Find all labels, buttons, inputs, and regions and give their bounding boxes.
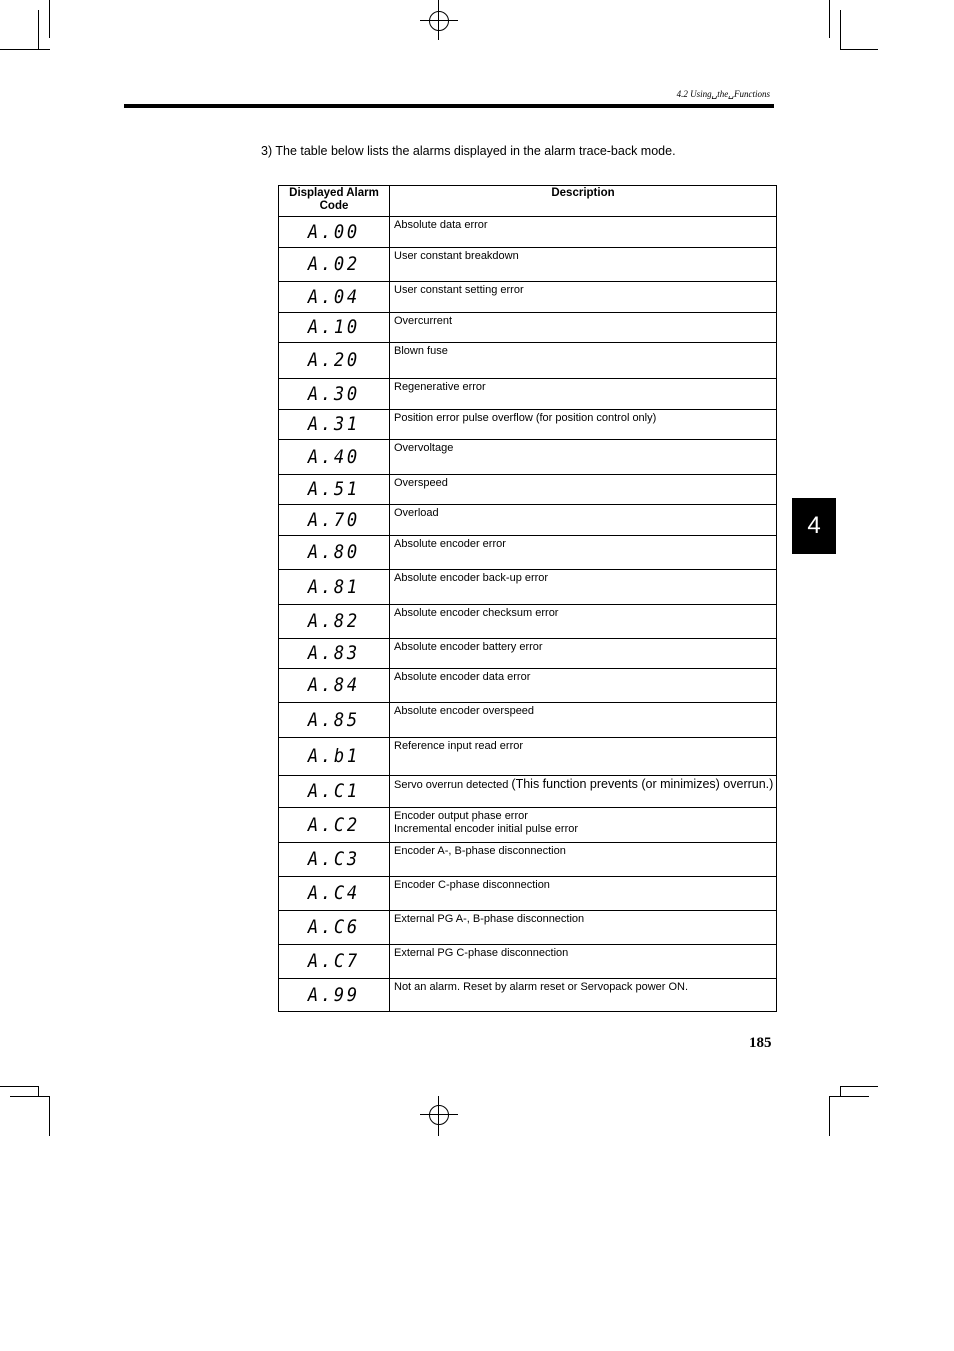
alarm-code-display: A.81 <box>307 575 360 598</box>
table-row <box>279 343 777 379</box>
alarm-code-cell <box>279 669 390 703</box>
alarm-description-cell <box>390 248 777 282</box>
alarm-description: Overload <box>394 507 439 519</box>
alarm-code-cell <box>279 505 390 536</box>
intro-text: 3) The table below lists the alarms displayed in the alarm trace-back mode. <box>261 144 676 158</box>
alarm-description: External PG A-, B-phase disconnection <box>394 913 585 925</box>
alarm-description: Absolute data error <box>394 219 488 231</box>
alarm-code-display: A.C2 <box>307 813 360 836</box>
alarm-code-display: A.51 <box>307 478 360 500</box>
alarm-description: User constant setting error <box>394 284 524 296</box>
alarm-code-display: A.84 <box>307 674 360 696</box>
alarm-code-display: A.C7 <box>307 950 360 972</box>
alarm-code-display: A.00 <box>307 220 360 243</box>
table-row <box>279 639 777 669</box>
table-row <box>279 217 777 248</box>
alarm-code-cell <box>279 570 390 605</box>
table-row <box>279 410 777 440</box>
alarm-description-cell <box>390 475 777 505</box>
crop-mark <box>840 49 878 50</box>
alarm-code-cell <box>279 379 390 410</box>
registration-mark <box>438 0 439 40</box>
alarm-description: User constant breakdown <box>394 250 519 262</box>
registration-mark <box>420 20 458 21</box>
alarm-description-cell <box>390 570 777 605</box>
alarm-code-cell <box>279 808 390 843</box>
alarm-description-cell <box>390 440 777 475</box>
alarm-code-display: A.30 <box>307 382 360 405</box>
column-header-description: Description <box>390 186 777 217</box>
alarm-description-line2: Incremental encoder initial pulse error <box>394 823 579 835</box>
alarm-code-cell <box>279 945 390 979</box>
alarm-description-cell <box>390 410 777 440</box>
alarm-description-cell <box>390 639 777 669</box>
alarm-description-cell <box>390 669 777 703</box>
alarm-code-display: A.C4 <box>307 882 360 904</box>
alarm-description-cell <box>390 217 777 248</box>
registration-mark <box>429 11 449 31</box>
alarm-description: Encoder A-, B-phase disconnection <box>394 845 566 857</box>
alarm-code-cell <box>279 979 390 1012</box>
alarm-description: Absolute encoder checksum error <box>394 607 559 619</box>
table-row <box>279 505 777 536</box>
alarm-description: Absolute encoder back-up error <box>394 572 549 584</box>
alarm-description-cell <box>390 843 777 877</box>
registration-mark <box>429 1105 449 1125</box>
alarm-description: Reference input read error <box>394 740 524 752</box>
alarm-code-display: A.C6 <box>307 916 360 938</box>
table-row <box>279 945 777 979</box>
crop-mark <box>0 49 38 50</box>
alarm-description: External PG C-phase disconnection <box>394 947 569 959</box>
table-row <box>279 313 777 343</box>
chapter-tab: 4 <box>792 498 836 554</box>
alarm-code-cell <box>279 343 390 379</box>
alarm-code-display: A.04 <box>307 285 360 308</box>
running-head: 4.2 Using␣the␣Functions <box>676 89 770 99</box>
alarm-description-cell <box>390 379 777 410</box>
alarm-description-cell <box>390 505 777 536</box>
alarm-description: Absolute encoder overspeed <box>394 705 535 717</box>
alarm-code-display: A.80 <box>307 541 360 563</box>
table-row <box>279 379 777 410</box>
crop-mark <box>840 1086 841 1096</box>
column-header-code: Displayed Alarm Code <box>279 186 390 217</box>
alarm-description: Overvoltage <box>394 442 454 454</box>
crop-mark <box>829 0 830 38</box>
table-row <box>279 248 777 282</box>
crop-mark <box>0 1086 38 1087</box>
alarm-code-cell <box>279 440 390 475</box>
crop-mark <box>49 1096 50 1136</box>
table-row <box>279 669 777 703</box>
alarm-description: Absolute encoder battery error <box>394 641 543 653</box>
alarm-description-cell <box>390 738 777 776</box>
crop-mark <box>829 1096 830 1136</box>
alarm-description: Position error pulse overflow (for position control only) <box>394 412 657 424</box>
alarm-code-display: A.83 <box>307 642 360 664</box>
alarm-description: Absolute encoder data error <box>394 671 531 683</box>
alarm-description: Not an alarm. Reset by alarm reset or Servopack power ON. <box>394 981 689 993</box>
alarm-description-cell <box>390 343 777 379</box>
crop-mark <box>829 1096 869 1097</box>
alarm-description-cell <box>390 282 777 313</box>
crop-mark <box>840 1086 878 1087</box>
table-row <box>279 282 777 313</box>
crop-mark <box>10 1096 50 1097</box>
alarm-description: Regenerative error <box>394 381 486 393</box>
alarm-description-cell <box>390 808 777 843</box>
alarm-code-display: A.70 <box>307 508 360 531</box>
alarm-code-cell <box>279 703 390 738</box>
alarm-description: Encoder output phase error <box>394 810 528 822</box>
alarm-description-cell <box>390 911 777 945</box>
alarm-code-cell <box>279 475 390 505</box>
alarm-code-display: A.40 <box>307 445 360 468</box>
table-row <box>279 877 777 911</box>
alarm-description-cell <box>390 979 777 1012</box>
alarm-code-cell <box>279 877 390 911</box>
table-row <box>279 911 777 945</box>
alarm-code-cell <box>279 776 390 808</box>
table-row <box>279 475 777 505</box>
alarm-code-display: A.85 <box>307 708 360 731</box>
alarm-description-cell <box>390 703 777 738</box>
registration-mark <box>438 1096 439 1136</box>
registration-mark <box>420 1114 458 1115</box>
alarm-code-cell <box>279 605 390 639</box>
alarm-description: Encoder C-phase disconnection <box>394 879 550 891</box>
alarm-code-display: A.82 <box>307 610 360 632</box>
table-row <box>279 570 777 605</box>
alarm-description-cell <box>390 536 777 570</box>
alarm-description: Blown fuse <box>394 345 448 357</box>
crop-mark <box>38 10 39 50</box>
table-row <box>279 440 777 475</box>
alarm-description-note: (This function prevents (or minimizes) overrun.) <box>511 777 774 791</box>
alarm-code-display: A.99 <box>307 983 360 1006</box>
alarm-description-cell <box>390 877 777 911</box>
alarm-code-display: A.C3 <box>307 848 360 870</box>
alarm-table <box>278 185 777 1012</box>
alarm-description: Overspeed <box>394 477 448 489</box>
alarm-description-cell <box>390 605 777 639</box>
crop-mark <box>840 10 841 50</box>
alarm-code-cell <box>279 536 390 570</box>
alarm-code-display: A.20 <box>307 349 360 371</box>
page-number: 185 <box>749 1035 772 1051</box>
alarm-code-display: A.31 <box>307 413 360 435</box>
alarm-code-display: A.02 <box>307 253 360 275</box>
alarm-code-cell <box>279 248 390 282</box>
alarm-code-cell <box>279 639 390 669</box>
table-row <box>279 979 777 1012</box>
alarm-code-display: A.10 <box>307 316 360 338</box>
alarm-code-cell <box>279 843 390 877</box>
crop-mark <box>38 49 50 50</box>
alarm-code-display: A.C1 <box>307 780 360 802</box>
alarm-code-cell <box>279 911 390 945</box>
alarm-description-cell <box>390 776 777 808</box>
alarm-code-cell <box>279 282 390 313</box>
alarm-description-cell <box>390 945 777 979</box>
table-row <box>279 738 777 776</box>
crop-mark <box>38 1086 39 1096</box>
header-rule <box>124 104 774 108</box>
table-row <box>279 808 777 843</box>
alarm-code-cell <box>279 217 390 248</box>
table-row <box>279 776 777 808</box>
alarm-code-display: A.b1 <box>307 745 360 767</box>
alarm-description: Servo overrun detected <box>394 779 509 791</box>
table-row <box>279 605 777 639</box>
crop-mark <box>49 0 50 38</box>
alarm-code-cell <box>279 313 390 343</box>
alarm-code-cell <box>279 410 390 440</box>
alarm-description-cell <box>390 313 777 343</box>
table-row <box>279 536 777 570</box>
table-row <box>279 703 777 738</box>
alarm-description: Overcurrent <box>394 315 453 327</box>
table-row <box>279 843 777 877</box>
alarm-description: Absolute encoder error <box>394 538 506 550</box>
alarm-code-cell <box>279 738 390 776</box>
